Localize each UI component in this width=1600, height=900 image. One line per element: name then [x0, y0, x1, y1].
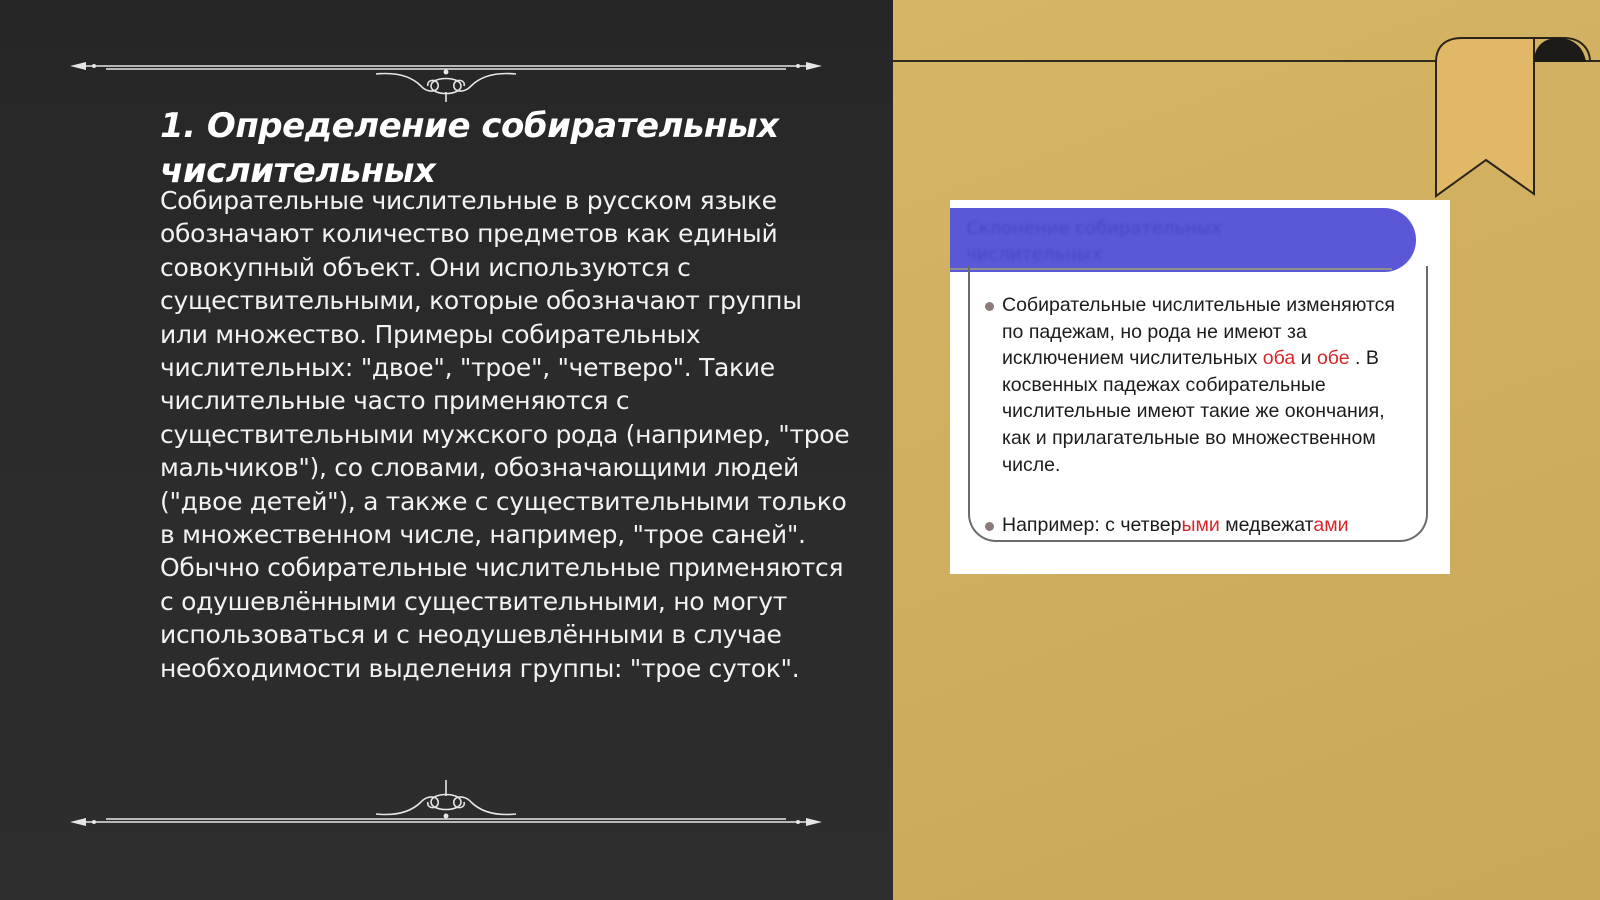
bullet-2-text-a: Например: с четвер — [1002, 514, 1182, 536]
ornament-divider-bottom-icon — [66, 772, 826, 832]
ornament-divider-top-icon — [66, 42, 826, 102]
bullet-2-text-b: медвежат — [1219, 514, 1314, 536]
bullet-1-text-a: Собирательные числительные изменяются по падежам, но рода не имеют за исключением числительных — [1002, 294, 1395, 370]
figure-bullet-1 — [1002, 292, 1402, 478]
bullet-1-text-b: и — [1295, 347, 1317, 370]
figure-bullet-2 — [1002, 512, 1402, 539]
bullet-2-highlight-b: ами — [1313, 514, 1349, 536]
bullet-dot-icon — [985, 302, 994, 311]
bookmark-ribbon-icon — [1434, 32, 1594, 202]
bullet-1-highlight-a: оба — [1262, 347, 1296, 370]
bullet-1-highlight-b: обе — [1316, 347, 1350, 370]
bullet-2-highlight-a: ыми — [1181, 514, 1220, 536]
slide-body-text: Собирательные числительные в русском языке обозначают количество предметов как единый совокупный объект. Они используются с существительными, которые обозначают группы или множество. Примеры собирательных числительных: "двое", "трое", "четверо". Такие числительные часто применяются с существительными мужского рода (например, "трое мальчиков"), со словами, обозначающими людей ("двое детей"), а также с существительными только в множественном числе, например, "трое саней". Обычно собирательные числительные применяются с одушевлёнными существительными, но могут использоваться и с неодушевлёнными в случае необходимости выделения группы: "трое суток". — [160, 186, 850, 683]
bullet-1-text-c: . В косвенных падежах собирательные числительные имеют такие же окончания, как и прилагательные во множественном числе. — [1002, 347, 1385, 476]
figure-card — [950, 200, 1450, 574]
slide-title: 1. Определение собирательных числительных — [160, 106, 779, 191]
bullet-dot-icon — [985, 522, 994, 531]
figure-header-text: Склонение собирательных числительных — [966, 218, 1222, 265]
figure-header — [950, 208, 1416, 272]
